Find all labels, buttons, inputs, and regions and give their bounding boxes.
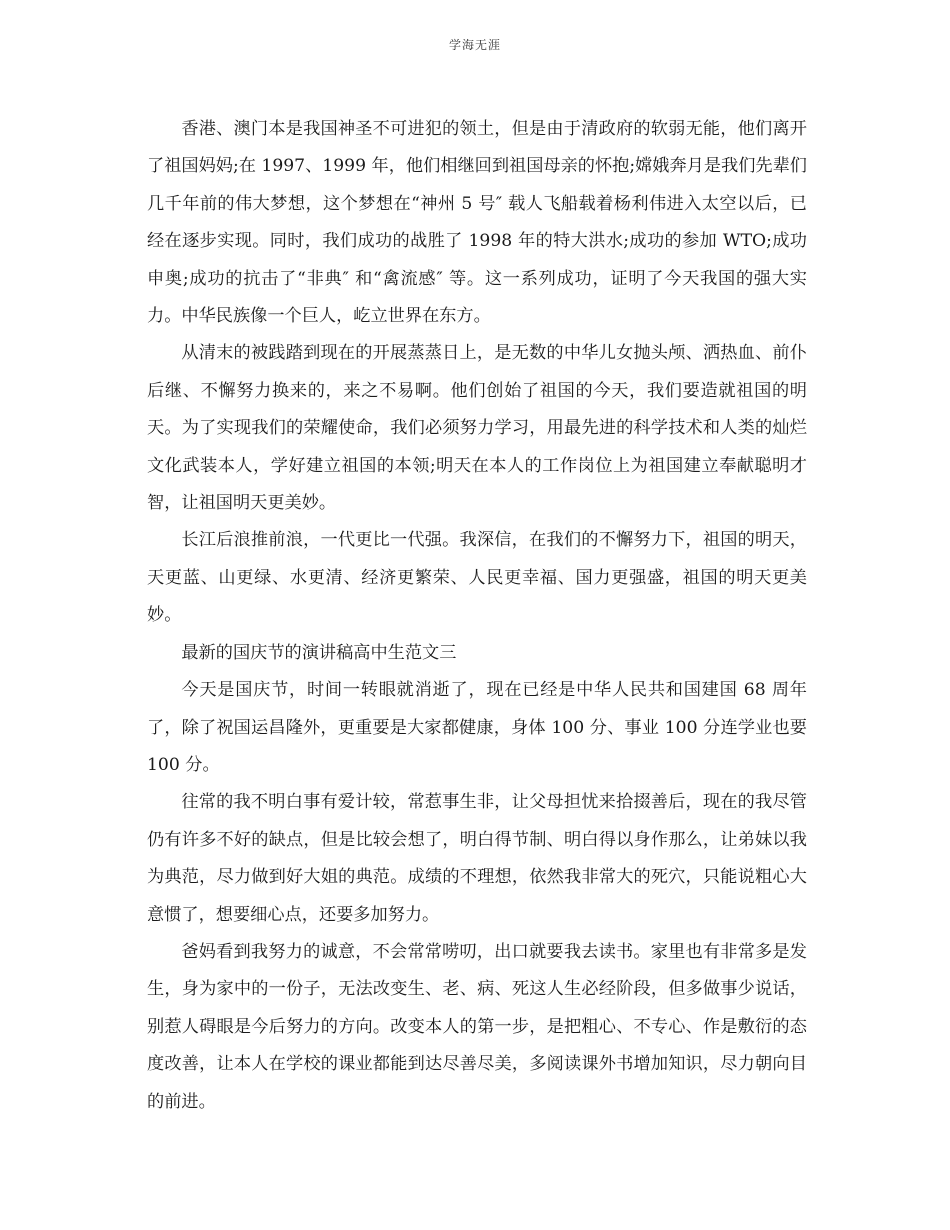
paragraph-parents: 爸妈看到我努力的诚意，不会常常唠叨，出口就要我去读书。家里也有非常多是发生，身为家中的一份子，无法改变生、老、病、死这人生必经阶段，但多做事少说话，别惹人碍眼是今后努力的方向。改变本人的第一步，是把粗心、不专心、作是敷衍的态度改善，让本人在学校的课业都能到达尽善尽美，多阅读课外书增加知识，尽力朝向目的前进。 bbox=[147, 941, 807, 1112]
paragraph-national-day: 今天是国庆节，时间一转眼就消逝了，现在已经是中华人民共和国建国 68 周年了，除了祝国运昌隆外，更重要是大家都健康，身体 100 分、事业 100 分连学业也要 100 分。 bbox=[147, 680, 807, 775]
document-body bbox=[147, 111, 807, 1121]
section-title: 最新的国庆节的演讲稿高中生范文三 bbox=[181, 642, 457, 663]
paragraph-past-self: 往常的我不明白事有爱计较，常惹事生非，让父母担忧来拾掇善后，现在的我尽管仍有许多不好的缺点，但是比较会想了，明白得节制、明白得以身作那么，让弟妹以我为典范，尽力做到好大姐的典范。成绩的不理想，依然我非常大的死穴，只能说粗心大意惯了，想要细心点，还要多加努力。 bbox=[147, 792, 807, 925]
paragraph-qing-to-now: 从清末的被践踏到现在的开展蒸蒸日上，是无数的中华儿女抛头颅、洒热血、前仆后继、不懈努力换来的，来之不易啊。他们创始了祖国的今天，我们要造就祖国的明天。为了实现我们的荣耀使命，我们必须努力学习，用最先进的科学技术和人类的灿烂文化武装本人，学好建立祖国的本领;明天在本人的工作岗位上为祖国建立奉献聪明才智，让祖国明天更美妙。 bbox=[147, 343, 807, 514]
paragraph-yangtze: 长江后浪推前浪，一代更比一代强。我深信，在我们的不懈努力下，祖国的明天，天更蓝、山更绿、水更清、经济更繁荣、人民更幸福、国力更强盛，祖国的明天更美妙。 bbox=[147, 530, 807, 626]
paragraph-hongkong-macau: 香港、澳门本是我国神圣不可进犯的领土，但是由于清政府的软弱无能，他们离开了祖国妈妈;在 1997、1999 年，他们相继回到祖国母亲的怀抱;嫦娥奔月是我们先辈们几千年前的伟大梦想，这个梦想在“神州 5 号″ 载人飞船载着杨利伟进入太空以后，已经在逐步实现。同时，我们成功的战胜了 1998 年的特大洪水;成功的参加 WTO;成功申奥;成功的抗击了“非典″ 和“禽流感″ 等。这一系列成功，证明了今天我国的强大实力。中华民族像一个巨人，屹立世界在东方。 bbox=[147, 119, 807, 327]
page-header: 学海无涯 bbox=[448, 38, 501, 52]
